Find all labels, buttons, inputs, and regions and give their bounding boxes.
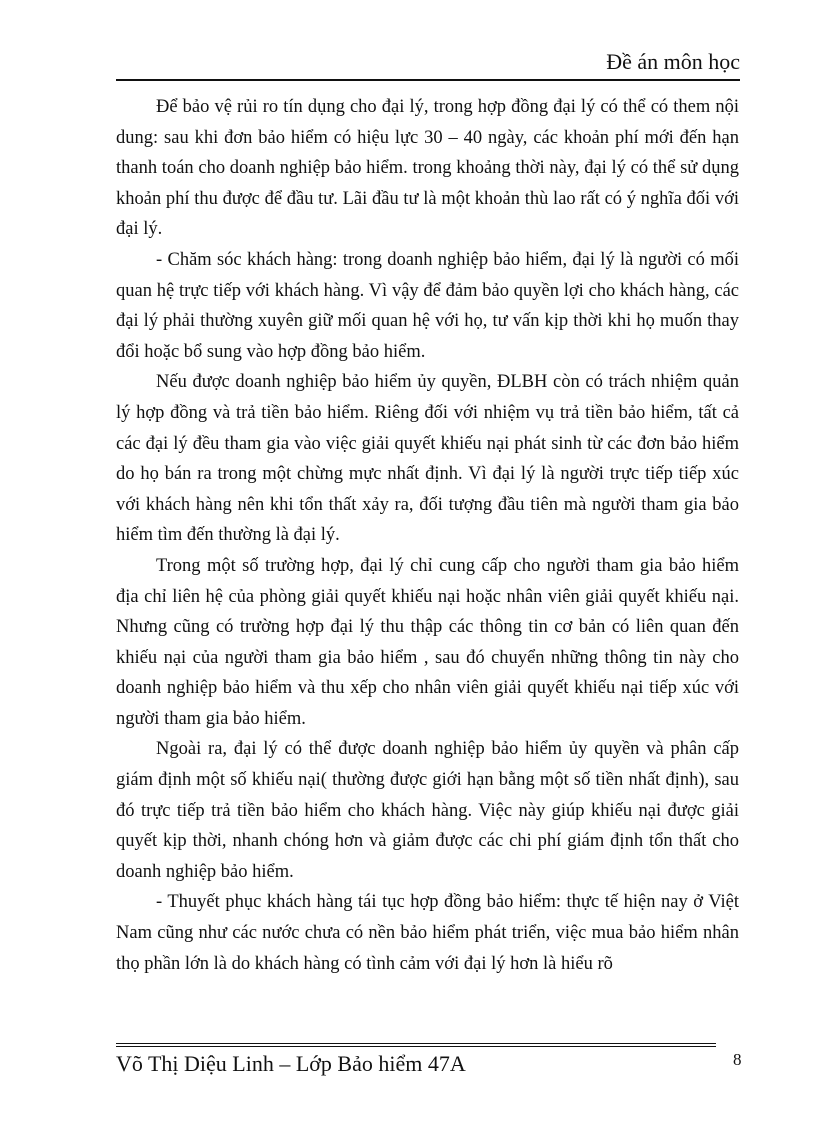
footer-rule-secondary [116, 1046, 716, 1047]
paragraph-1: Để bảo vệ rủi ro tín dụng cho đại lý, trong hợp đồng đại lý có thể có them nội dung: sau khi đơn bảo hiểm có hiệu lực 30 – 40 ngày, các khoản phí mới đến hạn thanh toán cho doanh nghiệp bảo hiểm. trong khoảng thời này, đại lý có thể sử dụng khoản phí thu được để đầu tư. Lãi đầu tư là một khoản thù lao rất có ý nghĩa đối với đại lý. [116, 97, 739, 240]
paragraph-2: - Chăm sóc khách hàng: trong doanh nghiệp bảo hiểm, đại lý là người có mối quan hệ trực tiếp với khách hàng. Vì vậy để đảm bảo quyền lợi cho khách hàng, các đại lý phải thường xuyên giữ mối quan hệ với họ, tư vấn kịp thời khi họ muốn thay đổi hoặc bổ sung vào hợp đồng bảo hiểm. [116, 249, 739, 362]
page-number: 8 [733, 1050, 742, 1069]
footer-rule [116, 1043, 716, 1044]
document-body [116, 92, 739, 979]
header-rule [116, 79, 740, 81]
footer-author: Võ Thị Diệu Linh – Lớp Bảo hiểm 47A [116, 1051, 466, 1076]
paragraph-5: Ngoài ra, đại lý có thể được doanh nghiệp bảo hiểm ủy quyền và phân cấp giám định một số khiếu nại( thường được giới hạn bằng một số tiền nhất định), sau đó trực tiếp trả tiền bảo hiểm cho khách hàng. Việc này giúp khiếu nại được giải quyết kịp thời, nhanh chóng hơn và giảm được các chi phí giám định tổn thất cho doanh nghiệp bảo hiểm. [116, 739, 739, 882]
header-title: Đề án môn học [606, 49, 740, 74]
paragraph-4: Trong một số trường hợp, đại lý chỉ cung cấp cho người tham gia bảo hiểm địa chỉ liên hệ của phòng giải quyết khiếu nại hoặc nhân viên giải quyết khiếu nại. Nhưng cũng có trường hợp đại lý thu thập các thông tin cơ bản có liên quan đến khiếu nại của người tham gia bảo hiểm , sau đó chuyển những thông tin này cho doanh nghiệp bảo hiểm và thu xếp cho nhân viên giải quyết khiếu nại tiếp xúc với người tham gia bảo hiểm. [116, 555, 739, 729]
paragraph-3: Nếu được doanh nghiệp bảo hiểm ủy quyền, ĐLBH còn có trách nhiệm quản lý hợp đồng và trả tiền bảo hiểm. Riêng đối với nhiệm vụ trả tiền bảo hiểm, tất cả các đại lý đều tham gia vào việc giải quyết khiếu nại phát sinh từ các đơn bảo hiểm do họ bán ra trong một chừng mực nhất định. Vì đại lý là người trực tiếp tiếp xúc với khách hàng nên khi tổn thất xảy ra, đối tượng đầu tiên mà người tham gia bảo hiểm tìm đến thường là đại lý. [116, 372, 739, 546]
paragraph-6: - Thuyết phục khách hàng tái tục hợp đồng bảo hiểm: thực tế hiện nay ở Việt Nam cũng như các nước chưa có nền bảo hiểm phát triển, việc mua bảo hiểm nhân thọ phần lớn là do khách hàng có tình cảm với đại lý hơn là hiểu rõ [116, 892, 739, 974]
